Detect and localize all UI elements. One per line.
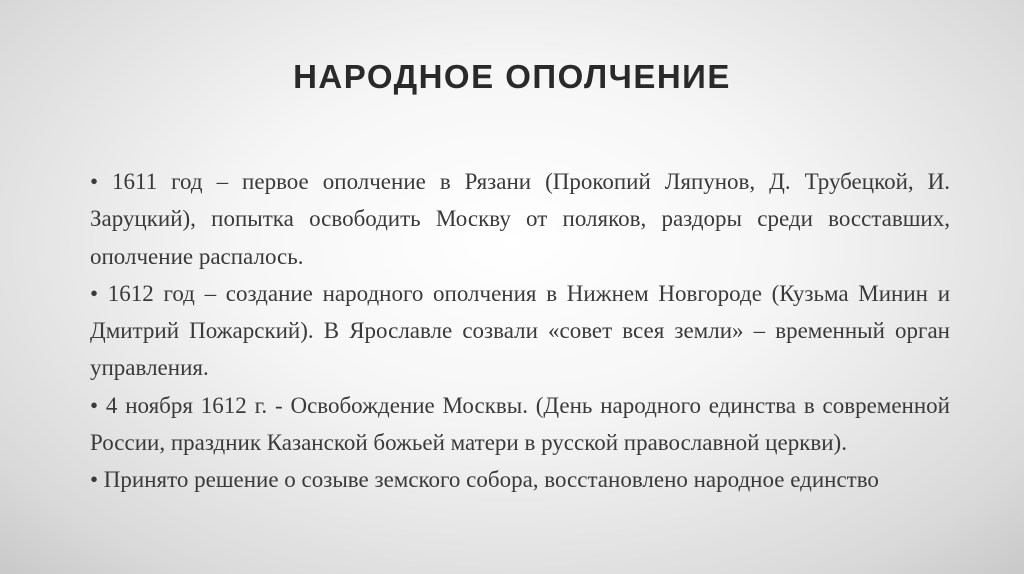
bullet-item-liberation: • 4 ноября 1612 г. - Освобождение Москвы. (День народного единства в современной России, праздник Казанской божьей матери в русской православной церкви).: [90, 392, 950, 456]
bullet-item-1611: • 1611 год – первое ополчение в Рязани (Прокопий Ляпунов, Д. Трубецкой, И. Заруцкий), попытка освободить Москву от поляков, раздоры среди восставших, ополчение распалось.: [90, 169, 950, 269]
bullet-list: [90, 163, 950, 499]
slide-title: НАРОДНОЕ ОПОЛЧЕНИЕ: [293, 58, 731, 95]
bullet-item-zemsky-sobor: • Принято решение о созыве земского собора, восстановлено народное единство: [90, 467, 879, 493]
bullet-item-1612: • 1612 год – создание народного ополчения в Нижнем Новгороде (Кузьма Минин и Дмитрий Пожарский). В Ярославле созвали «совет всея земли» – временный орган управления.: [90, 280, 950, 381]
